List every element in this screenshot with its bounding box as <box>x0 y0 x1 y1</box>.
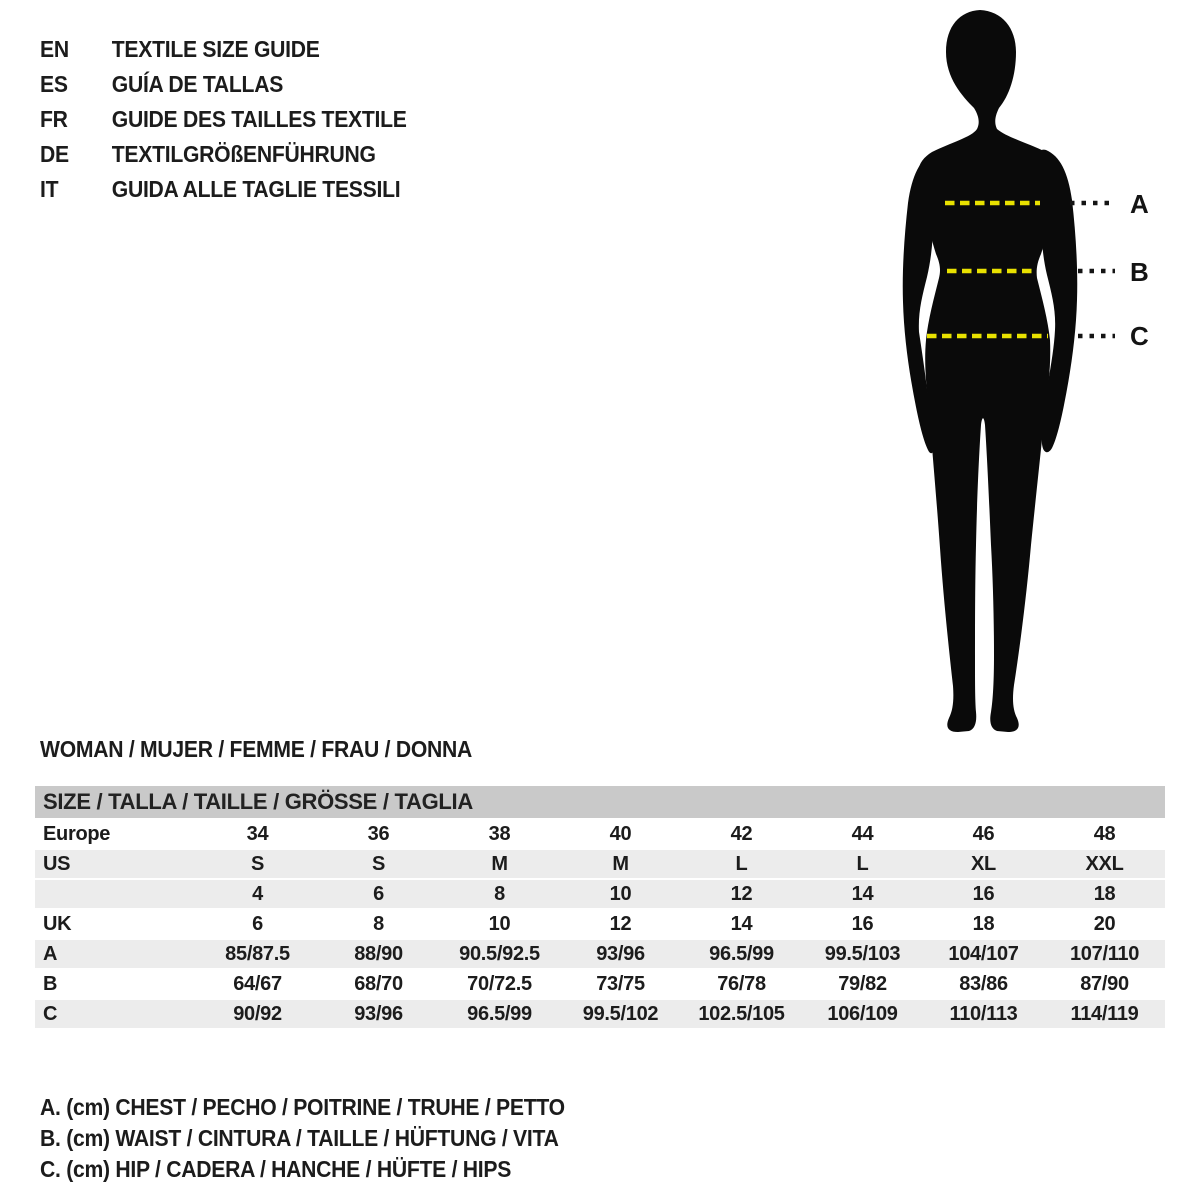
table-row-hip <box>35 1000 1165 1028</box>
title-row-fr <box>40 102 407 137</box>
size-cell: 12 <box>609 912 632 935</box>
size-cell: 90.5/92.5 <box>439 940 560 968</box>
size-cell: 10 <box>560 880 681 908</box>
size-cell: 64/67 <box>233 972 282 995</box>
size-cell: 18 <box>1044 880 1165 908</box>
measure-label-waist: B <box>1130 257 1149 287</box>
row-label: A <box>35 940 197 968</box>
title-row-es <box>40 67 407 102</box>
measure-label-hip: C <box>1130 321 1149 351</box>
row-label: C <box>35 1000 197 1028</box>
row-label: Europe <box>43 822 111 845</box>
size-cell: 93/96 <box>318 1000 439 1028</box>
woman-silhouette <box>918 10 1061 732</box>
lang-code: IT <box>40 176 59 202</box>
size-cell: 106/109 <box>802 1000 923 1028</box>
title-row-de <box>40 137 407 172</box>
size-cell: XXL <box>1044 850 1165 878</box>
lang-code: EN <box>40 36 69 62</box>
size-cell: 14 <box>730 912 753 935</box>
table-row-europe <box>35 820 1165 848</box>
language-title-block <box>40 32 407 207</box>
size-cell: 8 <box>373 912 384 935</box>
size-cell: 4 <box>197 880 318 908</box>
size-cell: 102.5/105 <box>681 1000 802 1028</box>
size-cell: 34 <box>246 822 269 845</box>
size-cell: 68/70 <box>354 972 403 995</box>
title-row-it <box>40 172 407 207</box>
size-cell: 96.5/99 <box>439 1000 560 1028</box>
size-cell: 96.5/99 <box>681 940 802 968</box>
size-cell: 42 <box>730 822 753 845</box>
size-cell: 6 <box>252 912 263 935</box>
size-cell: M <box>560 850 681 878</box>
size-cell: 8 <box>439 880 560 908</box>
measurement-legend <box>40 1094 565 1187</box>
title-text: TEXTILE SIZE GUIDE <box>111 36 320 62</box>
legend-hip: C. (cm) HIP / CADERA / HANCHE / HÜFTE / HIPS <box>40 1156 512 1182</box>
size-cell: 38 <box>488 822 511 845</box>
size-table-header: SIZE / TALLA / TAILLE / GRÖSSE / TAGLIA <box>35 786 1165 818</box>
size-cell: 76/78 <box>717 972 766 995</box>
size-cell: 70/72.5 <box>467 972 532 995</box>
size-cell: L <box>802 850 923 878</box>
size-cell: 110/113 <box>923 1000 1044 1028</box>
size-cell: 14 <box>802 880 923 908</box>
row-label <box>35 880 197 908</box>
size-cell: 79/82 <box>838 972 887 995</box>
table-row-us-numeric <box>35 880 1165 908</box>
size-cell: 16 <box>851 912 874 935</box>
title-row-en <box>40 32 407 67</box>
size-cell: 99.5/102 <box>560 1000 681 1028</box>
size-cell: 93/96 <box>560 940 681 968</box>
legend-waist: B. (cm) WAIST / CINTURA / TAILLE / HÜFTUNG / VITA <box>40 1125 559 1151</box>
table-row-chest <box>35 940 1165 968</box>
size-cell: 114/119 <box>1044 1000 1165 1028</box>
row-label: UK <box>43 912 72 935</box>
size-cell: 40 <box>609 822 632 845</box>
title-text: GUIDE DES TAILLES TEXTILE <box>111 106 407 132</box>
size-cell: XL <box>923 850 1044 878</box>
lang-code: DE <box>40 141 69 167</box>
size-cell: 10 <box>488 912 511 935</box>
size-cell: S <box>318 850 439 878</box>
size-cell: L <box>681 850 802 878</box>
table-header-row <box>35 786 1165 818</box>
size-cell: 90/92 <box>197 1000 318 1028</box>
size-cell: 16 <box>923 880 1044 908</box>
section-heading-woman: WOMAN / MUJER / FEMME / FRAU / DONNA <box>40 736 473 762</box>
legend-chest: A. (cm) CHEST / PECHO / POITRINE / TRUHE / PETTO <box>40 1094 565 1120</box>
size-cell: 18 <box>972 912 995 935</box>
size-cell: 87/90 <box>1080 972 1129 995</box>
row-label: B <box>43 972 58 995</box>
size-cell: 46 <box>972 822 995 845</box>
table-row-waist <box>35 970 1165 998</box>
size-cell: 73/75 <box>596 972 645 995</box>
size-cell: 48 <box>1093 822 1116 845</box>
title-text: GUÍA DE TALLAS <box>111 71 284 97</box>
size-cell: 83/86 <box>959 972 1008 995</box>
size-cell: 6 <box>318 880 439 908</box>
table-row-uk <box>35 910 1165 938</box>
size-cell: 99.5/103 <box>802 940 923 968</box>
size-cell: M <box>439 850 560 878</box>
size-cell: 12 <box>681 880 802 908</box>
table-row-us <box>35 850 1165 878</box>
size-cell: S <box>197 850 318 878</box>
measure-label-chest: A <box>1130 189 1149 219</box>
title-text: GUIDA ALLE TAGLIE TESSILI <box>111 176 401 202</box>
size-cell: 88/90 <box>318 940 439 968</box>
size-cell: 107/110 <box>1044 940 1165 968</box>
lang-code: ES <box>40 71 68 97</box>
size-cell: 36 <box>367 822 390 845</box>
size-cell: 104/107 <box>923 940 1044 968</box>
size-cell: 20 <box>1093 912 1116 935</box>
title-text: TEXTILGRÖßENFÜHRUNG <box>111 141 376 167</box>
size-cell: 44 <box>851 822 874 845</box>
size-table <box>35 784 1165 1030</box>
measurement-figure <box>860 0 1200 745</box>
size-cell: 85/87.5 <box>197 940 318 968</box>
lang-code: FR <box>40 106 68 132</box>
row-label: US <box>35 850 197 878</box>
